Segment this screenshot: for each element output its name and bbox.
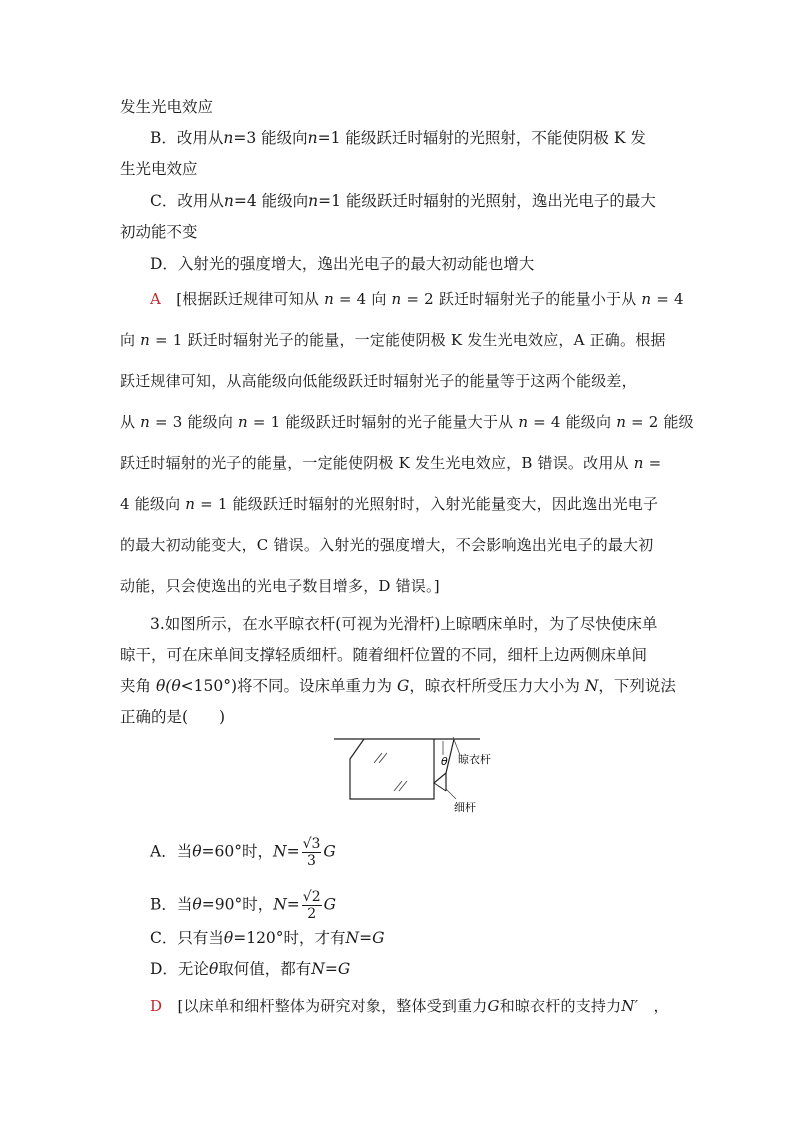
bedsheet-fold-bottom (434, 783, 446, 791)
frac-sqrt3-over-3: $\frac{√3}{3}$ (302, 836, 321, 869)
q2-solution-line-3: 跃迁规律可知，从高能级向低能级跃迁时辐射光子的能量等于这两个能级差， (120, 372, 637, 390)
q3-stem-line-1: 3.如图所示，在水平晾衣杆(可视为光滑杆)上晾晒床单时，为了尽快使床单 (150, 615, 658, 633)
hatch-mark (374, 753, 382, 763)
frac-sqrt2-over-2: $\frac{√2}{2}$ (302, 889, 321, 922)
q3-stem-line-4: 正确的是( ) (120, 708, 226, 726)
q2-solution-line-6: 4 能级向 n = 1 能级跃迁时辐射的光照射时，入射光能量变大，因此逸出光电子 (120, 495, 659, 513)
q3-option-d: D．无论θ取何值，都有N=G (150, 960, 351, 978)
q3-stem-line-2: 晾干，可在床单间支撑轻质细杆。随着细杆位置的不同，细杆上边两侧床单间 (120, 646, 648, 664)
q3-option-c: C．只有当θ=120°时，才有N=G (150, 929, 385, 947)
stick-leader-line (446, 789, 456, 799)
hatch-mark (399, 781, 407, 791)
fig-label-stick: 细杆 (454, 801, 476, 814)
bedsheet-left-outline (350, 739, 434, 799)
q2-solution-line-5: 跃迁时辐射的光子的能量，一定能使阴极 K 发生光电效应，B 错误。改用从 n = (120, 454, 662, 472)
q2-answer-letter: A (150, 290, 162, 308)
fig-label-rod: 晾衣杆 (458, 753, 491, 766)
q3-stem-line-3: 夹角 θ(θ<150°)将不同。设床单重力为 G，晾衣杆所受压力大小为 N，下列说法 (120, 677, 676, 695)
q2-option-d: D．入射光的强度增大，逸出光电子的最大初动能也增大 (150, 255, 535, 273)
q2-solution-line-8: 动能，只会使逸出的光电子数目增多，D 错误。] (120, 577, 440, 595)
bedsheet-diagram (330, 733, 500, 835)
fig-theta-label: θ (441, 755, 448, 768)
hatch-mark (394, 781, 402, 791)
q3-solution-line-1: D [以床单和细杆整体为研究对象，整体受到重力G和晾衣杆的支持力N′ ， (150, 997, 669, 1015)
hatch-mark (379, 753, 387, 763)
q3-option-a: A．当θ=60°时，N= $\frac{√3}{3}$ G (150, 836, 336, 869)
q2-solution-line-2: 向 n = 1 跃迁时辐射光子的能量，一定能使阴极 K 发生光电效应，A 正确。根据 (120, 331, 666, 349)
q2-solution-line-4: 从 n = 3 能级向 n = 1 能级跃迁时辐射的光子能量大于从 n = 4 能级向 n = 2 能级 (120, 413, 694, 431)
q3-option-b: B．当θ=90°时，N= $\frac{√2}{2}$ G (150, 889, 336, 922)
q2-solution-line-1: A [根据跃迁规律可知从 n = 4 向 n = 2 跃迁时辐射光子的能量小于从 n = 4 (150, 290, 684, 308)
q2-option-a-cont: 发生光电效应 (120, 98, 214, 116)
q2-option-b: B．改用从n=3 能级向n=1 能级跃迁时辐射的光照射，不能使阴极 K 发 (150, 129, 646, 147)
q2-solution-line-7: 的最大初动能变大，C 错误。入射光的强度增大，不会影响逸出光电子的最大初 (120, 536, 654, 554)
q3-answer-letter: D (150, 997, 163, 1015)
q2-option-b-cont: 生光电效应 (120, 160, 198, 178)
q2-option-c: C．改用从n=4 能级向n=1 能级跃迁时辐射的光照射，逸出光电子的最大 (150, 192, 656, 210)
q2-option-c-cont: 初动能不变 (120, 223, 198, 241)
